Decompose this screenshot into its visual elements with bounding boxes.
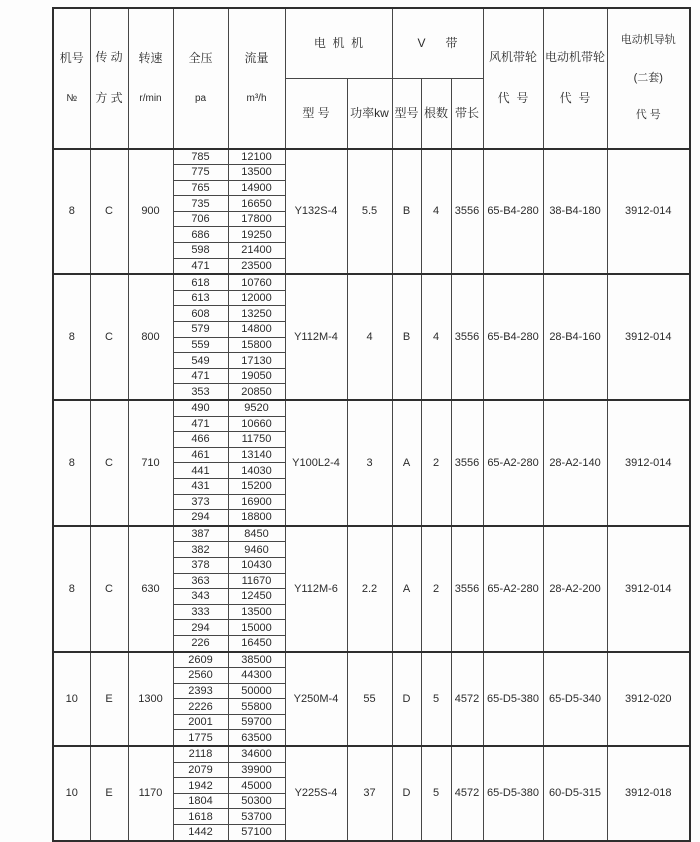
cell-flow: 44300 — [228, 668, 285, 684]
cell-pressure: 549 — [173, 353, 228, 369]
cell-pressure: 608 — [173, 306, 228, 322]
table-row — [53, 274, 690, 290]
cell-motor-pulley: 28-A2-200 — [543, 526, 607, 652]
cell-flow: 17130 — [228, 353, 285, 369]
cell-flow: 16650 — [228, 196, 285, 212]
cell-rail: 3912-018 — [607, 746, 690, 841]
cell-pressure: 1775 — [173, 730, 228, 746]
cell-pressure: 387 — [173, 526, 228, 542]
cell-motor-pulley: 28-A2-140 — [543, 400, 607, 526]
header-belt-count: 根数 — [421, 78, 451, 148]
cell-flow: 20850 — [228, 384, 285, 400]
cell-fan-no: 10 — [53, 652, 90, 747]
cell-pressure: 294 — [173, 510, 228, 526]
cell-pressure: 294 — [173, 620, 228, 636]
cell-motor-power: 5.5 — [347, 149, 392, 275]
cell-pressure: 2226 — [173, 699, 228, 715]
fan-spec-table — [52, 7, 691, 842]
cell-pressure: 471 — [173, 368, 228, 384]
cell-fan-pulley: 65-B4-280 — [483, 149, 543, 275]
cell-belt-type: D — [392, 652, 421, 747]
cell-flow: 14800 — [228, 322, 285, 338]
cell-pressure: 378 — [173, 557, 228, 573]
cell-pressure: 382 — [173, 542, 228, 558]
cell-flow: 10660 — [228, 416, 285, 432]
header-speed — [128, 8, 173, 149]
table-row — [53, 400, 690, 416]
cell-flow: 9460 — [228, 542, 285, 558]
cell-belt-count: 4 — [421, 274, 451, 400]
cell-flow: 34600 — [228, 746, 285, 762]
cell-motor-model: Y250M-4 — [285, 652, 347, 747]
spec-table-body — [53, 149, 690, 841]
cell-pressure: 471 — [173, 258, 228, 274]
cell-belt-length: 3556 — [451, 526, 483, 652]
header-speed-line2: r/min — [139, 93, 162, 105]
spec-table-header — [53, 8, 690, 149]
cell-speed: 800 — [128, 274, 173, 400]
cell-pressure: 343 — [173, 589, 228, 605]
cell-motor-model: Y112M-6 — [285, 526, 347, 652]
cell-speed: 1300 — [128, 652, 173, 747]
cell-pressure: 471 — [173, 416, 228, 432]
cell-flow: 8450 — [228, 526, 285, 542]
cell-flow: 14030 — [228, 463, 285, 479]
cell-flow: 63500 — [228, 730, 285, 746]
cell-flow: 14900 — [228, 180, 285, 196]
cell-flow: 15000 — [228, 620, 285, 636]
cell-belt-length: 3556 — [451, 400, 483, 526]
cell-flow: 50300 — [228, 793, 285, 809]
cell-pressure: 1942 — [173, 778, 228, 794]
cell-motor-model: Y132S-4 — [285, 149, 347, 275]
cell-fan-pulley: 65-B4-280 — [483, 274, 543, 400]
cell-fan-no: 8 — [53, 149, 90, 275]
cell-pressure: 706 — [173, 211, 228, 227]
header-motor-rail — [607, 8, 690, 149]
cell-pressure: 226 — [173, 635, 228, 651]
cell-flow: 11670 — [228, 573, 285, 589]
table-row — [53, 746, 690, 762]
cell-pressure: 2560 — [173, 668, 228, 684]
cell-motor-model: Y225S-4 — [285, 746, 347, 841]
cell-rail: 3912-014 — [607, 526, 690, 652]
cell-pressure: 431 — [173, 478, 228, 494]
cell-flow: 9520 — [228, 400, 285, 416]
header-motor-model: 型 号 — [285, 78, 347, 148]
cell-pressure: 441 — [173, 463, 228, 479]
cell-pressure: 333 — [173, 604, 228, 620]
cell-pressure: 613 — [173, 290, 228, 306]
cell-belt-type: A — [392, 526, 421, 652]
cell-flow: 12000 — [228, 290, 285, 306]
cell-flow: 13500 — [228, 165, 285, 181]
cell-belt-length: 3556 — [451, 274, 483, 400]
cell-pressure: 2079 — [173, 762, 228, 778]
cell-belt-length: 3556 — [451, 149, 483, 275]
header-flow-line2: m³/h — [246, 93, 267, 105]
cell-flow: 10760 — [228, 274, 285, 290]
cell-pressure: 490 — [173, 400, 228, 416]
cell-motor-pulley: 28-B4-160 — [543, 274, 607, 400]
cell-flow: 50000 — [228, 683, 285, 699]
header-belt-model: 型号 — [392, 78, 421, 148]
cell-fan-no: 8 — [53, 274, 90, 400]
cell-pressure: 735 — [173, 196, 228, 212]
header-pressure-line2: pa — [194, 93, 207, 105]
cell-pressure: 466 — [173, 432, 228, 448]
header-motor-rail-line2: (二套) — [633, 71, 663, 84]
cell-belt-count: 5 — [421, 746, 451, 841]
cell-pressure: 785 — [173, 149, 228, 165]
cell-flow: 57100 — [228, 825, 285, 841]
cell-rail: 3912-014 — [607, 400, 690, 526]
cell-drive-type: C — [90, 149, 128, 275]
cell-flow: 15200 — [228, 478, 285, 494]
cell-motor-power: 2.2 — [347, 526, 392, 652]
table-row — [53, 526, 690, 542]
header-flow-line1: 流量 — [244, 51, 269, 66]
cell-flow: 19050 — [228, 368, 285, 384]
header-fan-pulley-line1: 风机带轮 — [488, 50, 537, 65]
cell-flow: 38500 — [228, 652, 285, 668]
cell-fan-no: 10 — [53, 746, 90, 841]
cell-motor-model: Y100L2-4 — [285, 400, 347, 526]
cell-belt-count: 4 — [421, 149, 451, 275]
cell-flow: 39900 — [228, 762, 285, 778]
cell-fan-pulley: 65-A2-280 — [483, 526, 543, 652]
cell-speed: 900 — [128, 149, 173, 275]
cell-pressure: 618 — [173, 274, 228, 290]
header-fan-no — [53, 8, 90, 149]
cell-pressure: 2393 — [173, 683, 228, 699]
cell-fan-pulley: 65-D5-380 — [483, 746, 543, 841]
cell-belt-length: 4572 — [451, 652, 483, 747]
header-pressure — [173, 8, 228, 149]
header-fan-no-line1: 机号 — [59, 51, 84, 66]
cell-motor-pulley: 38-B4-180 — [543, 149, 607, 275]
header-pressure-line1: 全压 — [188, 51, 213, 66]
cell-flow: 16900 — [228, 494, 285, 510]
cell-flow: 59700 — [228, 714, 285, 730]
table-row — [53, 652, 690, 668]
cell-motor-power: 37 — [347, 746, 392, 841]
cell-pressure: 2118 — [173, 746, 228, 762]
cell-pressure: 2609 — [173, 652, 228, 668]
cell-drive-type: C — [90, 526, 128, 652]
cell-pressure: 686 — [173, 227, 228, 243]
cell-flow: 15800 — [228, 337, 285, 353]
cell-pressure: 1442 — [173, 825, 228, 841]
cell-pressure: 1804 — [173, 793, 228, 809]
cell-flow: 10430 — [228, 557, 285, 573]
cell-pressure: 765 — [173, 180, 228, 196]
cell-pressure: 579 — [173, 322, 228, 338]
cell-belt-count: 2 — [421, 526, 451, 652]
cell-flow: 53700 — [228, 809, 285, 825]
cell-belt-type: B — [392, 274, 421, 400]
cell-flow: 16450 — [228, 635, 285, 651]
cell-speed: 630 — [128, 526, 173, 652]
cell-rail: 3912-020 — [607, 652, 690, 747]
cell-flow: 21400 — [228, 243, 285, 259]
cell-flow: 45000 — [228, 778, 285, 794]
cell-pressure: 461 — [173, 447, 228, 463]
cell-flow: 11750 — [228, 432, 285, 448]
cell-belt-count: 5 — [421, 652, 451, 747]
cell-fan-no: 8 — [53, 526, 90, 652]
cell-motor-power: 4 — [347, 274, 392, 400]
cell-rail: 3912-014 — [607, 149, 690, 275]
header-motor-rail-line3: 代 号 — [635, 109, 661, 121]
cell-pressure: 598 — [173, 243, 228, 259]
cell-pressure: 775 — [173, 165, 228, 181]
cell-flow: 13500 — [228, 604, 285, 620]
cell-flow: 13250 — [228, 306, 285, 322]
cell-belt-type: A — [392, 400, 421, 526]
cell-flow: 19250 — [228, 227, 285, 243]
header-flow — [228, 8, 285, 149]
header-fan-no-line2: № — [66, 93, 78, 105]
cell-pressure: 2001 — [173, 714, 228, 730]
cell-motor-power: 3 — [347, 400, 392, 526]
cell-flow: 12100 — [228, 149, 285, 165]
header-motor-pulley — [543, 8, 607, 149]
header-motor-group: 电 机 机 — [285, 8, 392, 78]
cell-fan-pulley: 65-D5-380 — [483, 652, 543, 747]
header-belt-length: 带长 — [451, 78, 483, 148]
cell-drive-type: C — [90, 400, 128, 526]
header-motor-pulley-line2: 代 号 — [559, 91, 591, 106]
cell-pressure: 559 — [173, 337, 228, 353]
cell-pressure: 353 — [173, 384, 228, 400]
cell-flow: 23500 — [228, 258, 285, 274]
cell-motor-model: Y112M-4 — [285, 274, 347, 400]
cell-belt-type: B — [392, 149, 421, 275]
header-fan-pulley-line2: 代 号 — [497, 91, 529, 106]
cell-fan-pulley: 65-A2-280 — [483, 400, 543, 526]
header-speed-line1: 转速 — [138, 51, 163, 66]
cell-drive-type: C — [90, 274, 128, 400]
header-motor-power: 功率kw — [347, 78, 392, 148]
cell-belt-count: 2 — [421, 400, 451, 526]
cell-drive-type: E — [90, 652, 128, 747]
cell-belt-type: D — [392, 746, 421, 841]
cell-flow: 17800 — [228, 211, 285, 227]
cell-rail: 3912-014 — [607, 274, 690, 400]
header-fan-pulley — [483, 8, 543, 149]
cell-flow: 18800 — [228, 510, 285, 526]
header-drive-line2: 方 式 — [95, 91, 123, 106]
cell-flow: 13140 — [228, 447, 285, 463]
cell-motor-pulley: 65-D5-340 — [543, 652, 607, 747]
header-drive-line1: 传 动 — [95, 50, 123, 65]
header-motor-rail-line1: 电动机导轨 — [620, 34, 676, 46]
cell-pressure: 1618 — [173, 809, 228, 825]
cell-belt-length: 4572 — [451, 746, 483, 841]
cell-flow: 55800 — [228, 699, 285, 715]
cell-pressure: 363 — [173, 573, 228, 589]
cell-speed: 710 — [128, 400, 173, 526]
table-row — [53, 149, 690, 165]
cell-fan-no: 8 — [53, 400, 90, 526]
cell-motor-pulley: 60-D5-315 — [543, 746, 607, 841]
header-vbelt-group: V 带 — [392, 8, 483, 78]
cell-flow: 12450 — [228, 589, 285, 605]
cell-motor-power: 55 — [347, 652, 392, 747]
cell-speed: 1170 — [128, 746, 173, 841]
cell-drive-type: E — [90, 746, 128, 841]
cell-pressure: 373 — [173, 494, 228, 510]
header-drive-type — [90, 8, 128, 149]
header-motor-pulley-line1: 电动机带轮 — [544, 50, 605, 65]
